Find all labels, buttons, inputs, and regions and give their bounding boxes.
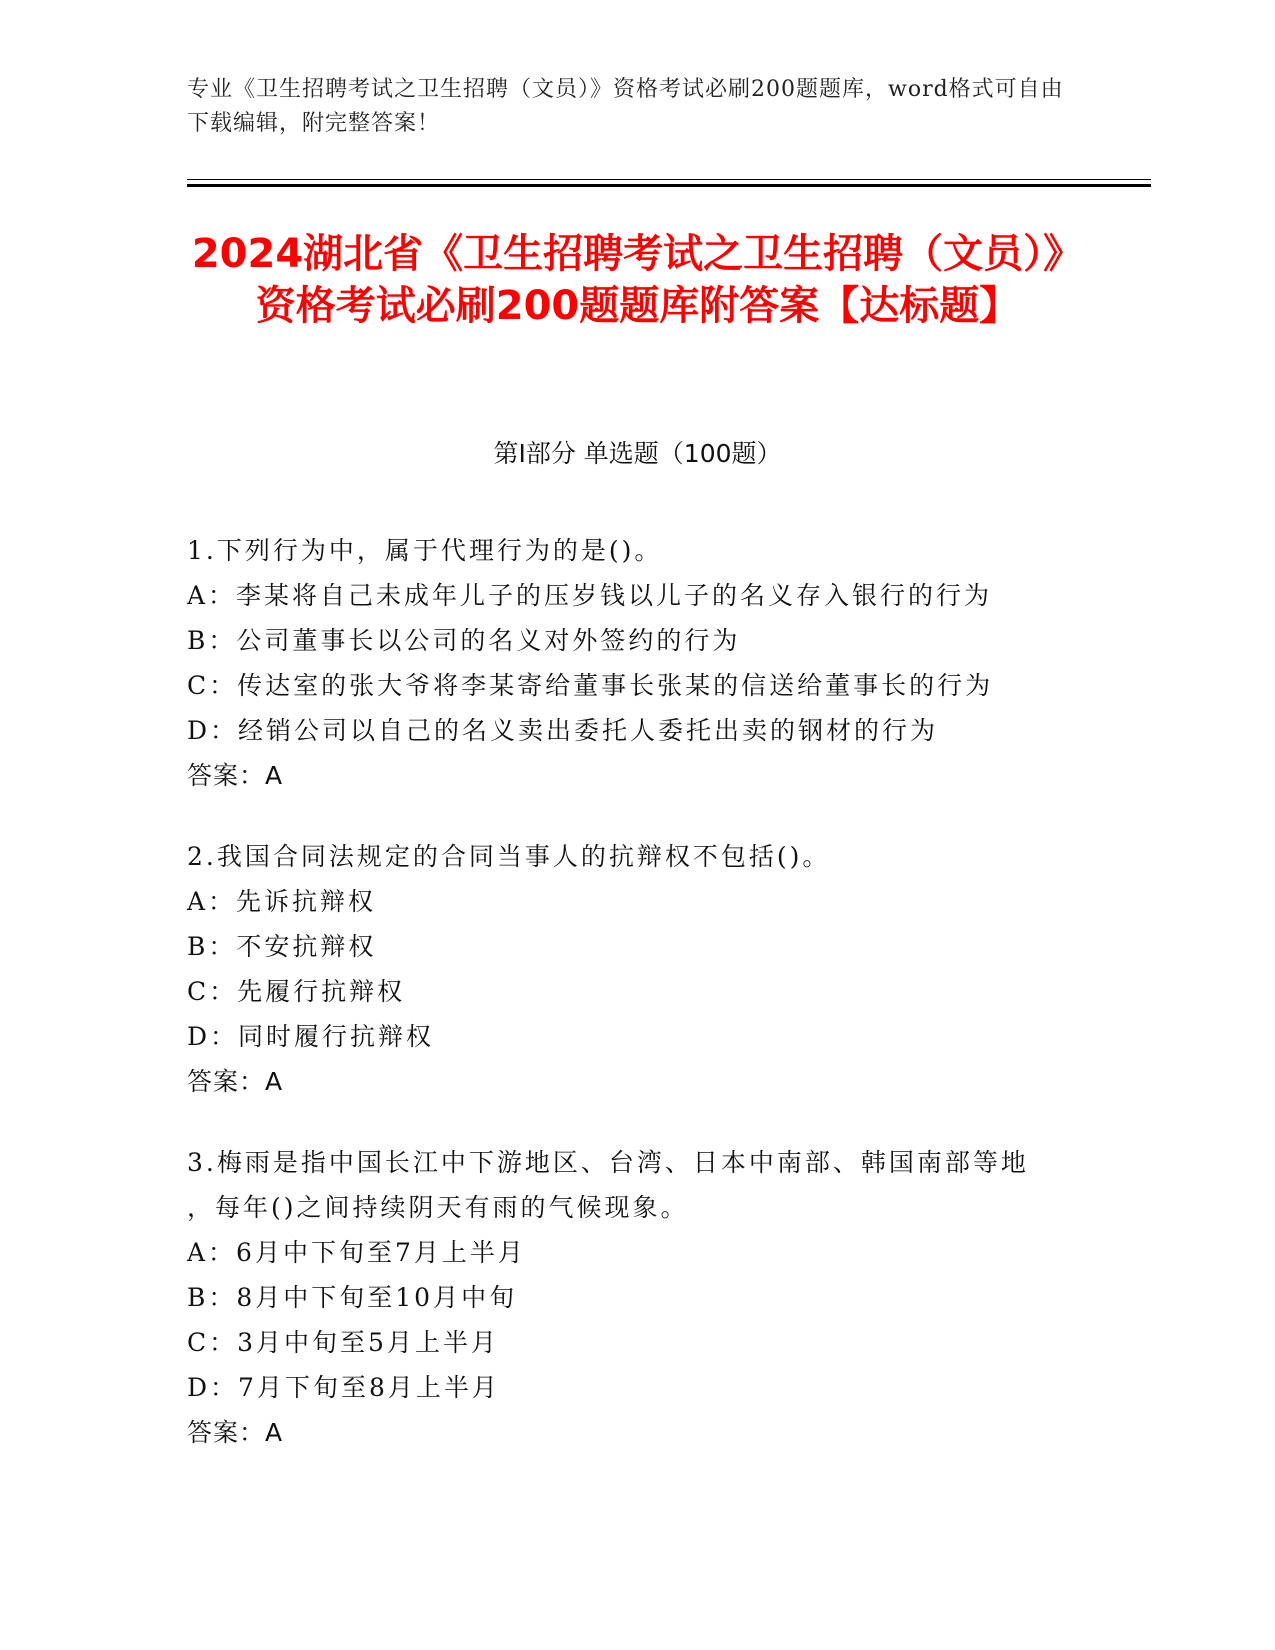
option-a: A：先诉抗辩权	[187, 887, 377, 916]
option-b: B：不安抗辩权	[187, 932, 377, 961]
option-b: B：8月中下旬至10月中旬	[187, 1283, 518, 1312]
question-stem-line-2: ，每年()之间持续阴天有雨的气候现象。	[187, 1193, 689, 1222]
option-d: D：同时履行抗辩权	[187, 1022, 435, 1051]
question-stem-line-1: 3.梅雨是指中国长江中下游地区、台湾、日本中南部、韩国南部等地	[187, 1148, 1029, 1177]
option-a: A：李某将自己未成年儿子的压岁钱以儿子的名义存入银行的行为	[187, 581, 993, 610]
question-2	[187, 834, 1067, 1104]
option-c: C：3月中旬至5月上半月	[187, 1328, 499, 1357]
option-c: C：先履行抗辩权	[187, 977, 406, 1006]
option-d: D：7月下旬至8月上半月	[187, 1373, 500, 1402]
option-d: D：经销公司以自己的名义卖出委托人委托出卖的钢材的行为	[187, 716, 939, 745]
header-note: 专业《卫生招聘考试之卫生招聘（文员）》资格考试必刷200题题库，word格式可自由下载编辑，附完整答案！	[187, 77, 1064, 136]
header-rule-thin	[187, 179, 1151, 180]
answer-line: 答案：A	[187, 761, 284, 790]
header-rule-thick	[187, 184, 1151, 187]
document-title: 2024湖北省《卫生招聘考试之卫生招聘（文员）》资格考试必刷200题题库附答案【达标题】	[191, 231, 1084, 329]
question-1	[187, 528, 1067, 798]
option-b: B：公司董事长以公司的名义对外签约的行为	[187, 626, 741, 655]
option-c: C：传达室的张大爷将李某寄给董事长张某的信送给董事长的行为	[187, 671, 994, 700]
option-a: A：6月中下旬至7月上半月	[187, 1238, 526, 1267]
section-title: 第I部分 单选题（100题）	[493, 439, 782, 468]
question-stem: 2.我国合同法规定的合同当事人的抗辩权不包括()。	[187, 842, 831, 871]
answer-line: 答案：A	[187, 1418, 284, 1447]
question-3	[187, 1140, 1067, 1455]
question-list	[187, 528, 1067, 1491]
question-stem: 1.下列行为中，属于代理行为的是()。	[187, 536, 663, 565]
answer-line: 答案：A	[187, 1067, 284, 1096]
